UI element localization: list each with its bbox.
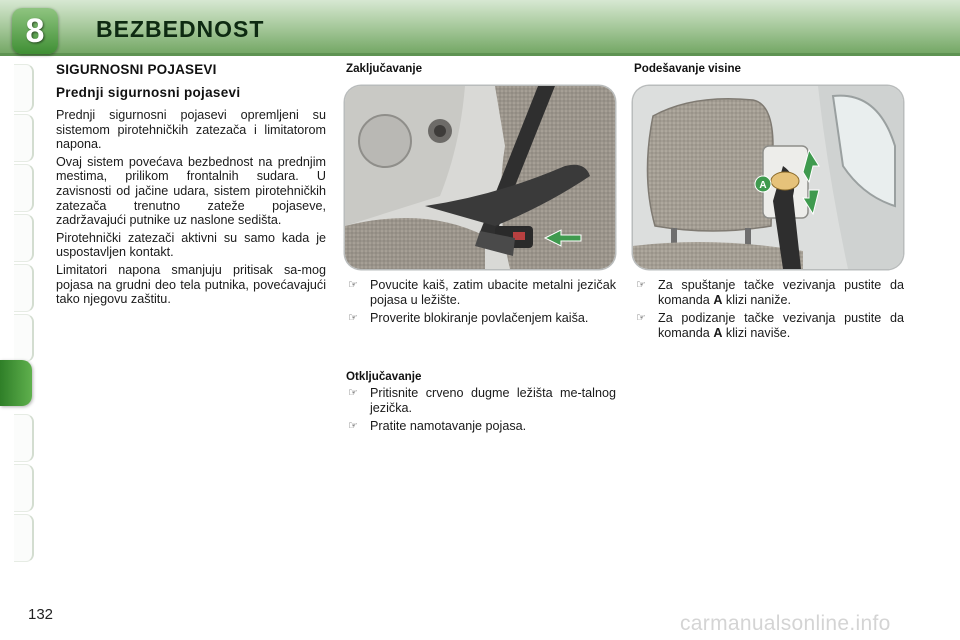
- section-subtitle: Prednji sigurnosni pojasevi: [56, 85, 241, 100]
- callout-label-a: A: [759, 180, 767, 191]
- chapter-tab[interactable]: [14, 414, 34, 462]
- pointing-hand-icon: ☞: [348, 312, 358, 325]
- chapter-tab[interactable]: [14, 464, 34, 512]
- unlocking-steps: [346, 386, 616, 438]
- buckle-drawing: [345, 86, 615, 269]
- chapter-tab[interactable]: [14, 214, 34, 262]
- chapter-number-badge: 8: [12, 8, 58, 54]
- chapter-tab[interactable]: [14, 114, 34, 162]
- step-text-after: klizi naviše.: [722, 325, 791, 340]
- chapter-tabs: [0, 64, 40, 576]
- paragraph: Prednji sigurnosni pojasevi opremljeni su sistemom pirotehničkih zatezača i limitatorom napona.: [56, 108, 326, 152]
- height-adjust-step: [634, 311, 904, 340]
- chapter-tab[interactable]: [14, 514, 34, 562]
- paragraph: Pirotehnički zatezači aktivni su samo kada je uspostavljen kontakt.: [56, 230, 326, 260]
- page-number: 132: [28, 606, 54, 623]
- pointing-hand-icon: ☞: [348, 387, 358, 399]
- pointing-hand-icon: ☞: [636, 279, 646, 291]
- control-label: A: [713, 325, 723, 340]
- step-text: Povucite kaiš, zatim ubacite metalni jezičak pojasa u ležište.: [370, 278, 616, 307]
- height-adjust-drawing: [633, 86, 903, 269]
- height-adjust-step: [634, 278, 904, 307]
- step-text-before: Za spuštanje tačke vezivanja pustite da komanda: [658, 278, 904, 307]
- chapter-tab[interactable]: [14, 64, 34, 112]
- chapter-tab-active[interactable]: [0, 360, 32, 406]
- paragraph: Ovaj sistem povećava bezbednost na prednjim mestima, prilikom frontalnih sudara. U zavisnosti od jačine udara, sistem pirotehničkih zatezača trenutno zateže pojaseve, zadržavajući putnike uz naslone sedišta.: [56, 154, 326, 228]
- watermark: carmanualsonline.info: [680, 612, 891, 635]
- control-label: A: [713, 292, 723, 307]
- chapter-tab[interactable]: [14, 314, 34, 362]
- paragraph: Limitatori napona smanjuju pritisak sa-mog pojasa na grudni deo tela putnika, povećavajući tako njegovu zaštitu.: [56, 262, 326, 307]
- unlocking-heading: Otključavanje: [346, 370, 422, 383]
- step-text-after: klizi naniže.: [722, 292, 792, 307]
- height-adjust-heading: Podešavanje visine: [634, 62, 741, 75]
- locking-steps: [346, 278, 616, 330]
- step-text: Pratite namotavanje pojasa.: [370, 419, 527, 434]
- section-title: SIGURNOSNI POJASEVI: [56, 62, 217, 77]
- pointing-hand-icon: ☞: [348, 279, 358, 291]
- locking-step: [346, 278, 616, 307]
- step-text: Pritisnite crveno dugme ležišta me-talnog jezička.: [370, 386, 616, 415]
- chapter-title: BEZBEDNOST: [96, 16, 265, 42]
- locking-heading: Zaključavanje: [346, 62, 423, 75]
- locking-step: [346, 311, 616, 326]
- unlocking-step: [346, 419, 616, 434]
- pointing-hand-icon: ☞: [348, 420, 358, 433]
- pointing-hand-icon: ☞: [636, 312, 646, 325]
- intro-column: [56, 62, 326, 310]
- belt-height-adjust-illustration: [633, 86, 903, 269]
- unlocking-step: [346, 386, 616, 415]
- seat-belt-buckle-illustration: [345, 86, 615, 269]
- step-text: Proverite blokiranje povlačenjem kaiša.: [370, 311, 589, 326]
- chapter-tab[interactable]: [14, 164, 34, 212]
- step-text-before: Za podizanje tačke vezivanja pustite da komanda: [658, 311, 904, 340]
- chapter-tab[interactable]: [14, 264, 34, 312]
- height-adjust-steps: [634, 278, 904, 344]
